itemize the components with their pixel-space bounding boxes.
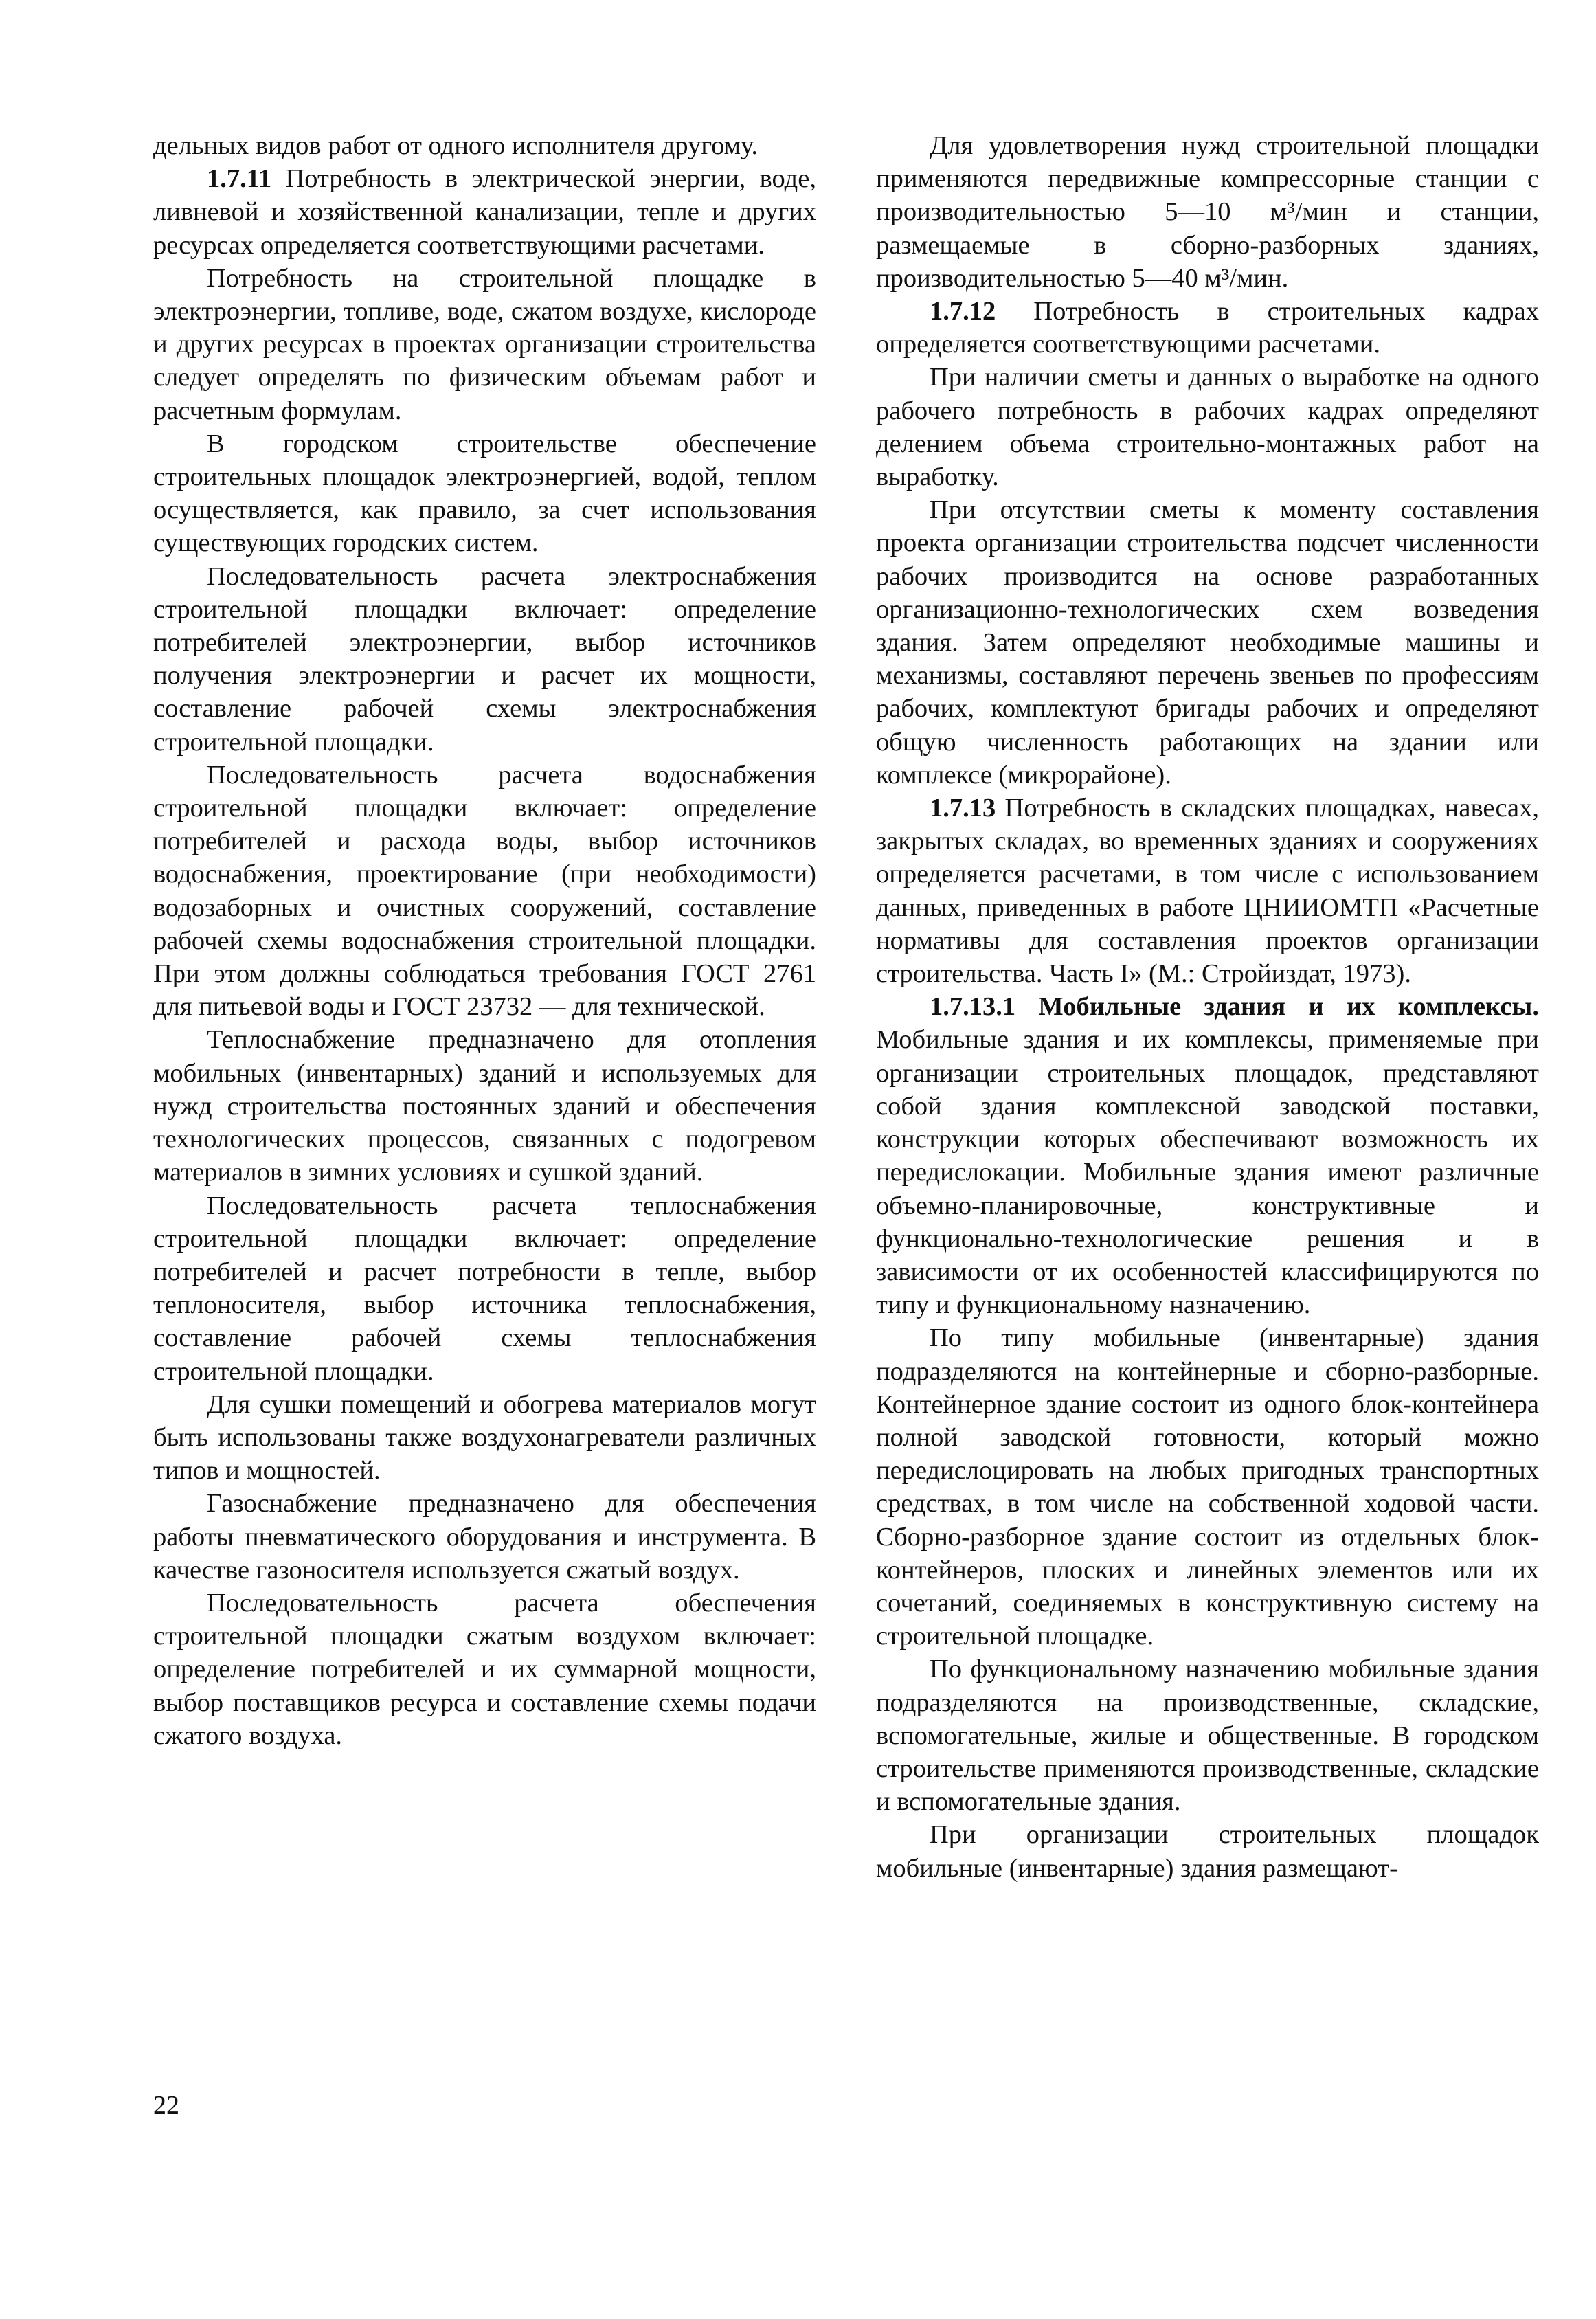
- paragraph: 1.7.13 Потребность в складских площадках, навесах, закрытых складах, во временных зданиях и сооружениях определяется расчетами, в том числе с использованием данных, приведенных в работе ЦНИИОМТП «Расчетные нормативы для составления проектов организации строительства. Часть I» (М.: Стройиздат, 1973).: [876, 794, 1539, 989]
- paragraph: Газоснабжение предназначено для обеспечения работы пневматического оборудования и инструмента. В качестве газоносителя используется сжатый воздух.: [153, 1489, 816, 1584]
- paragraph: Последовательность расчета водоснабжения строительной площадки включает: определение потребителей и расхода воды, выбор источников водоснабжения, проектирование (при необходимости) водозаборных и очистных сооружений, составление рабочей схемы водоснабжения строительной площадки. При этом должны соблюдаться требования ГОСТ 2761 для питьевой воды и ГОСТ 23732 — для технической.: [153, 760, 816, 1022]
- section-number: 1.7.11: [207, 164, 272, 194]
- paragraph: Теплоснабжение предназначено для отопления мобильных (инвентарных) зданий и используемых для нужд строительства постоянных зданий и обеспечения технологических процессов, связанных с подогревом материалов в зимних условиях и сушкой зданий.: [153, 1025, 816, 1187]
- paragraph: По функциональному назначению мобильные здания подразделяются на производственные, складские, вспомогательные, жилые и общественные. В городском строительстве применяются производственные, складские и вспомогательные здания.: [876, 1655, 1539, 1817]
- paragraph: 1.7.12 Потребность в строительных кадрах определяется соответствующими расчетами.: [876, 297, 1539, 359]
- paragraph: По типу мобильные (инвентарные) здания подразделяются на контейнерные и сборно-разборные. Контейнерное здание состоит из одного блок-контейнера полной заводской готовности, который можно передислоцировать на любых пригодных транспортных средствах, в том числе на собственной ходовой части. Сборно-разборное здание состоит из отдельных блок-контейнеров, плоских и линейных элементов или их сочетаний, соединяемых в конструктивную систему на строительной площадке.: [876, 1323, 1539, 1651]
- paragraph: дельных видов работ от одного исполнителя другому.: [153, 131, 758, 160]
- paragraph: При организации строительных площадок мобильные (инвентарные) здания размещают-: [876, 1820, 1539, 1883]
- section-number: 1.7.12: [930, 297, 996, 326]
- paragraph: При наличии сметы и данных о выработке на одного рабочего потребность в рабочих кадрах определяют делением объема строительно-монтажных работ на выработку.: [876, 363, 1539, 492]
- paragraph: 1.7.11 Потребность в электрической энергии, воде, ливневой и хозяйственной канализации, тепле и других ресурсах определяется соответствующими расчетами.: [153, 164, 816, 260]
- paragraph: Последовательность расчета обеспечения строительной площадки сжатым воздухом включает: определение потребителей и их суммарной мощности, выбор поставщиков ресурса и составление схемы подачи сжатого воздуха.: [153, 1588, 816, 1750]
- section-heading: 1.7.13.1 Мобильные здания и их комплексы.: [930, 992, 1539, 1022]
- paragraph: Последовательность расчета электроснабжения строительной площадки включает: определение потребителей электроэнергии, выбор источников получения электроэнергии и расчет их мощности, составление рабочей схемы электроснабжения строительной площадки.: [153, 561, 816, 757]
- paragraph: Потребность на строительной площадке в электроэнергии, топливе, воде, сжатом воздухе, кислороде и других ресурсах в проектах организации строительства следует определять по физическим объемам работ и расчетным формулам.: [153, 263, 816, 425]
- page-number: 22: [153, 2091, 179, 2120]
- left-column: [153, 129, 816, 1752]
- paragraph: В городском строительстве обеспечение строительных площадок электроэнергией, водой, теплом осуществляется, как правило, за счет использования существующих городских систем.: [153, 429, 816, 558]
- paragraph: Для удовлетворения нужд строительной площадки применяются передвижные компрессорные станции с производительностью 5—10 м³/мин и станции, размещаемые в сборно-разборных зданиях, производительностью 5—40 м³/мин.: [876, 131, 1539, 293]
- paragraph: Для сушки помещений и обогрева материалов могут быть использованы также воздухонагреватели различных типов и мощностей.: [153, 1389, 816, 1486]
- right-column: [876, 129, 1539, 1885]
- paragraph: Последовательность расчета теплоснабжения строительной площадки включает: определение потребителей и расчет потребности в тепле, выбор теплоносителя, выбор источника теплоснабжения, составление рабочей схемы теплоснабжения строительной площадки.: [153, 1191, 816, 1386]
- paragraph: 1.7.13.1 Мобильные здания и их комплексы. Мобильные здания и их комплексы, применяемые при организации строительных площадок, представляют собой здания комплексной заводской поставки, конструкции которых обеспечивают возможность их передислокации. Мобильные здания имеют различные объемно-планировочные, конструктивные и функционально-технологические решения и в зависимости от их особенностей классифицируются по типу и функциональному назначению.: [876, 992, 1539, 1320]
- section-number: 1.7.13: [930, 794, 996, 823]
- paragraph: При отсутствии сметы к моменту составления проекта организации строительства подсчет численности рабочих производится на основе разработанных организационно-технологических схем возведения здания. Затем определяют необходимые машины и механизмы, составляют перечень звеньев по профессиям рабочих, комплектуют бригады рабочих и определяют общую численность работающих на здании или комплексе (микрорайоне).: [876, 495, 1539, 789]
